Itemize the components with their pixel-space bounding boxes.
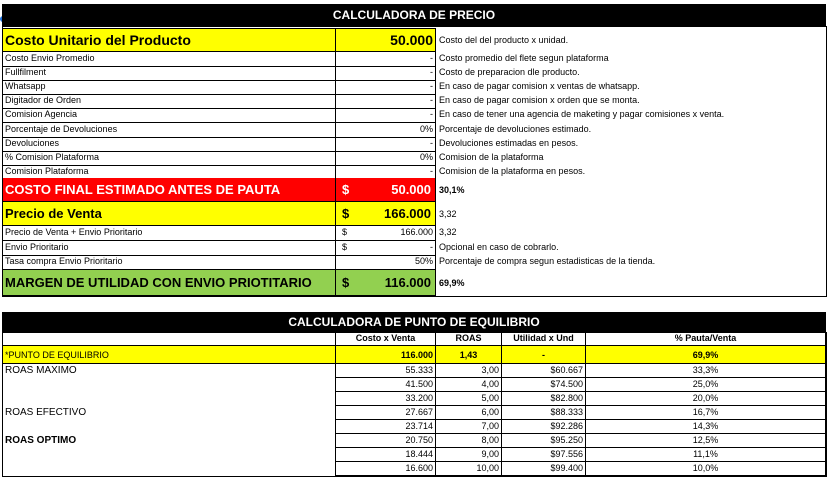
precio2-row-value: 50% [414, 256, 433, 267]
precio-row-value[interactable]: 0% [336, 123, 436, 138]
eq-row-utilidad: $88.333 [502, 406, 586, 420]
eq-row-costo: 33.200 [336, 392, 436, 406]
eq-row-pauta: 16,7% [586, 406, 826, 420]
eq-row-roas: 6,00 [436, 406, 502, 420]
precio2-row-note: Opcional en caso de cobrarlo. [439, 241, 559, 252]
punto-equilibrio-label: *PUNTO DE EQUILIBRIO [2, 346, 336, 364]
precio2-row-label: Envio Prioritario [2, 241, 336, 256]
eq-row-utilidad: $74.500 [502, 378, 586, 392]
precio2-row-label: Precio de Venta + Envio Prioritario [2, 226, 336, 241]
eq-row-costo: 55.333 [336, 364, 436, 378]
precio2-row-currency: $ [342, 241, 348, 252]
precio-row-value[interactable]: 0% [336, 151, 436, 166]
precio-row-note: En caso de pagar comision x orden que se monta. [439, 95, 640, 106]
costo-final-value: 50.000 [391, 182, 431, 197]
precio-row-label: Costo Envio Promedio [2, 52, 336, 67]
punto-equilibrio-roas[interactable]: 1,43 [436, 346, 502, 364]
eq-row-label [2, 378, 336, 392]
eq-row-costo: 20.750 [336, 434, 436, 448]
eq-row-label: ROAS MAXIMO [2, 364, 336, 378]
eq-row-pauta: 11,1% [586, 448, 826, 462]
precio-row-value[interactable]: - [336, 80, 436, 95]
eq-row-pauta: 25,0% [586, 378, 826, 392]
eq-row-pauta: 12,5% [586, 434, 826, 448]
eq-row-roas: 7,00 [436, 420, 502, 434]
equilibrio-title: CALCULADORA DE PUNTO DE EQUILIBRIO [2, 312, 826, 332]
precio2-row-cell[interactable] [336, 241, 436, 256]
eq-row-label [2, 392, 336, 406]
costo-final-currency: $ [342, 182, 350, 197]
precio-row-value[interactable]: - [336, 137, 436, 152]
precio-row-note: Costo de preparacion dle producto. [439, 67, 580, 78]
eq-row-roas: 10,00 [436, 462, 502, 476]
eq-row-utilidad: $99.400 [502, 462, 586, 476]
costo-unitario-note: Costo del del producto x unidad. [439, 35, 569, 45]
precio-row-value[interactable]: - [336, 108, 436, 123]
eq-row-utilidad: $95.250 [502, 434, 586, 448]
eq-row-utilidad: $82.800 [502, 392, 586, 406]
eq-row-costo: 27.667 [336, 406, 436, 420]
eq-header-0 [2, 332, 336, 346]
margen-currency: $ [342, 275, 350, 290]
precio-row-label: Comision Plataforma [2, 165, 336, 180]
margen-value: 116.000 [384, 275, 431, 290]
eq-row-costo: 16.600 [336, 462, 436, 476]
precio-row-note: Comision de la plataforma en pesos. [439, 165, 586, 176]
precio-row-value[interactable]: - [336, 52, 436, 67]
costo-final-cell [336, 178, 436, 202]
precio-row-note: En caso de pagar comision x ventas de whatsapp. [439, 81, 640, 92]
punto-equilibrio-pauta[interactable]: 69,9% [586, 346, 826, 364]
eq-row-pauta: 14,3% [586, 420, 826, 434]
punto-equilibrio-costo[interactable]: 116.000 [336, 346, 436, 364]
eq-row-pauta: 33,3% [586, 364, 826, 378]
eq-row-pauta: 10,0% [586, 462, 826, 476]
precio-row-label: Fullfilment [2, 66, 336, 81]
eq-row-roas: 3,00 [436, 364, 502, 378]
eq-header-3: Utilidad x Und [502, 332, 586, 346]
precio2-row-note: Porcentaje de compra segun estadisticas de la tienda. [439, 256, 656, 267]
precio-venta-label: Precio de Venta [2, 202, 336, 226]
precio-row-value[interactable]: - [336, 94, 436, 109]
precio-row-label: % Comision Plataforma [2, 151, 336, 166]
precio-row-note: Costo promedio del flete segun plataforma [439, 53, 609, 63]
precio2-row-currency: $ [342, 227, 348, 237]
punto-equilibrio-utilidad[interactable]: - [502, 346, 586, 364]
eq-row-pauta: 20,0% [586, 392, 826, 406]
precio-row-label: Digitador de Orden [2, 94, 336, 109]
precio-row-note: Comision de la plataforma [439, 151, 544, 162]
precio-row-note: En caso de tener una agencia de maketing y pagar comisiones x venta. [439, 109, 725, 120]
precio2-row-cell[interactable] [336, 255, 436, 270]
eq-row-utilidad: $92.286 [502, 420, 586, 434]
costo-final-note: 30,1% [439, 185, 465, 195]
eq-row-label: ROAS OPTIMO [2, 434, 336, 448]
precio-row-label: Devoluciones [2, 137, 336, 152]
eq-row-label [2, 420, 336, 434]
eq-row-label [2, 448, 336, 462]
eq-row-roas: 8,00 [436, 434, 502, 448]
eq-row-label [2, 462, 336, 476]
precio-title: CALCULADORA DE PRECIO [2, 4, 826, 26]
precio2-row-value: 166.000 [400, 227, 433, 237]
eq-row-roas: 5,00 [436, 392, 502, 406]
eq-row-roas: 4,00 [436, 378, 502, 392]
precio-row-label: Comision Agencia [2, 108, 336, 123]
precio-venta-cell[interactable] [336, 202, 436, 226]
precio2-row-value: - [430, 241, 433, 252]
costo-unitario-value[interactable]: 50.000 [336, 28, 436, 52]
precio-venta-note: 3,32 [439, 209, 457, 219]
eq-row-utilidad: $60.667 [502, 364, 586, 378]
precio2-row-cell[interactable] [336, 226, 436, 241]
margen-label: MARGEN DE UTILIDAD CON ENVIO PRIOTITARIO [2, 270, 336, 296]
costo-final-label: COSTO FINAL ESTIMADO ANTES DE PAUTA [2, 178, 336, 202]
precio-venta-currency: $ [342, 206, 350, 221]
precio-row-label: Porcentaje de Devoluciones [2, 123, 336, 138]
precio-row-note: Devoluciones estimadas en pesos. [439, 137, 579, 148]
precio-venta-value: 166.000 [384, 206, 431, 221]
eq-row-roas: 9,00 [436, 448, 502, 462]
precio2-row-note: 3,32 [439, 227, 457, 237]
margen-cell [336, 270, 436, 296]
eq-row-label: ROAS EFECTIVO [2, 406, 336, 420]
eq-header-2: ROAS [436, 332, 502, 346]
eq-row-costo: 41.500 [336, 378, 436, 392]
costo-unitario-label: Costo Unitario del Producto [2, 28, 336, 52]
precio-row-value[interactable]: - [336, 165, 436, 180]
precio-row-label: Whatsapp [2, 80, 336, 95]
eq-header-4: % Pauta/Venta [586, 332, 826, 346]
eq-header-1: Costo x Venta [336, 332, 436, 346]
eq-row-costo: 18.444 [336, 448, 436, 462]
margen-note: 69,9% [439, 278, 465, 288]
precio-row-note: Porcentaje de devoluciones estimado. [439, 123, 592, 134]
precio2-row-label: Tasa compra Envio Prioritario [2, 255, 336, 270]
eq-row-costo: 23.714 [336, 420, 436, 434]
eq-row-utilidad: $97.556 [502, 448, 586, 462]
precio-row-value[interactable]: - [336, 66, 436, 81]
